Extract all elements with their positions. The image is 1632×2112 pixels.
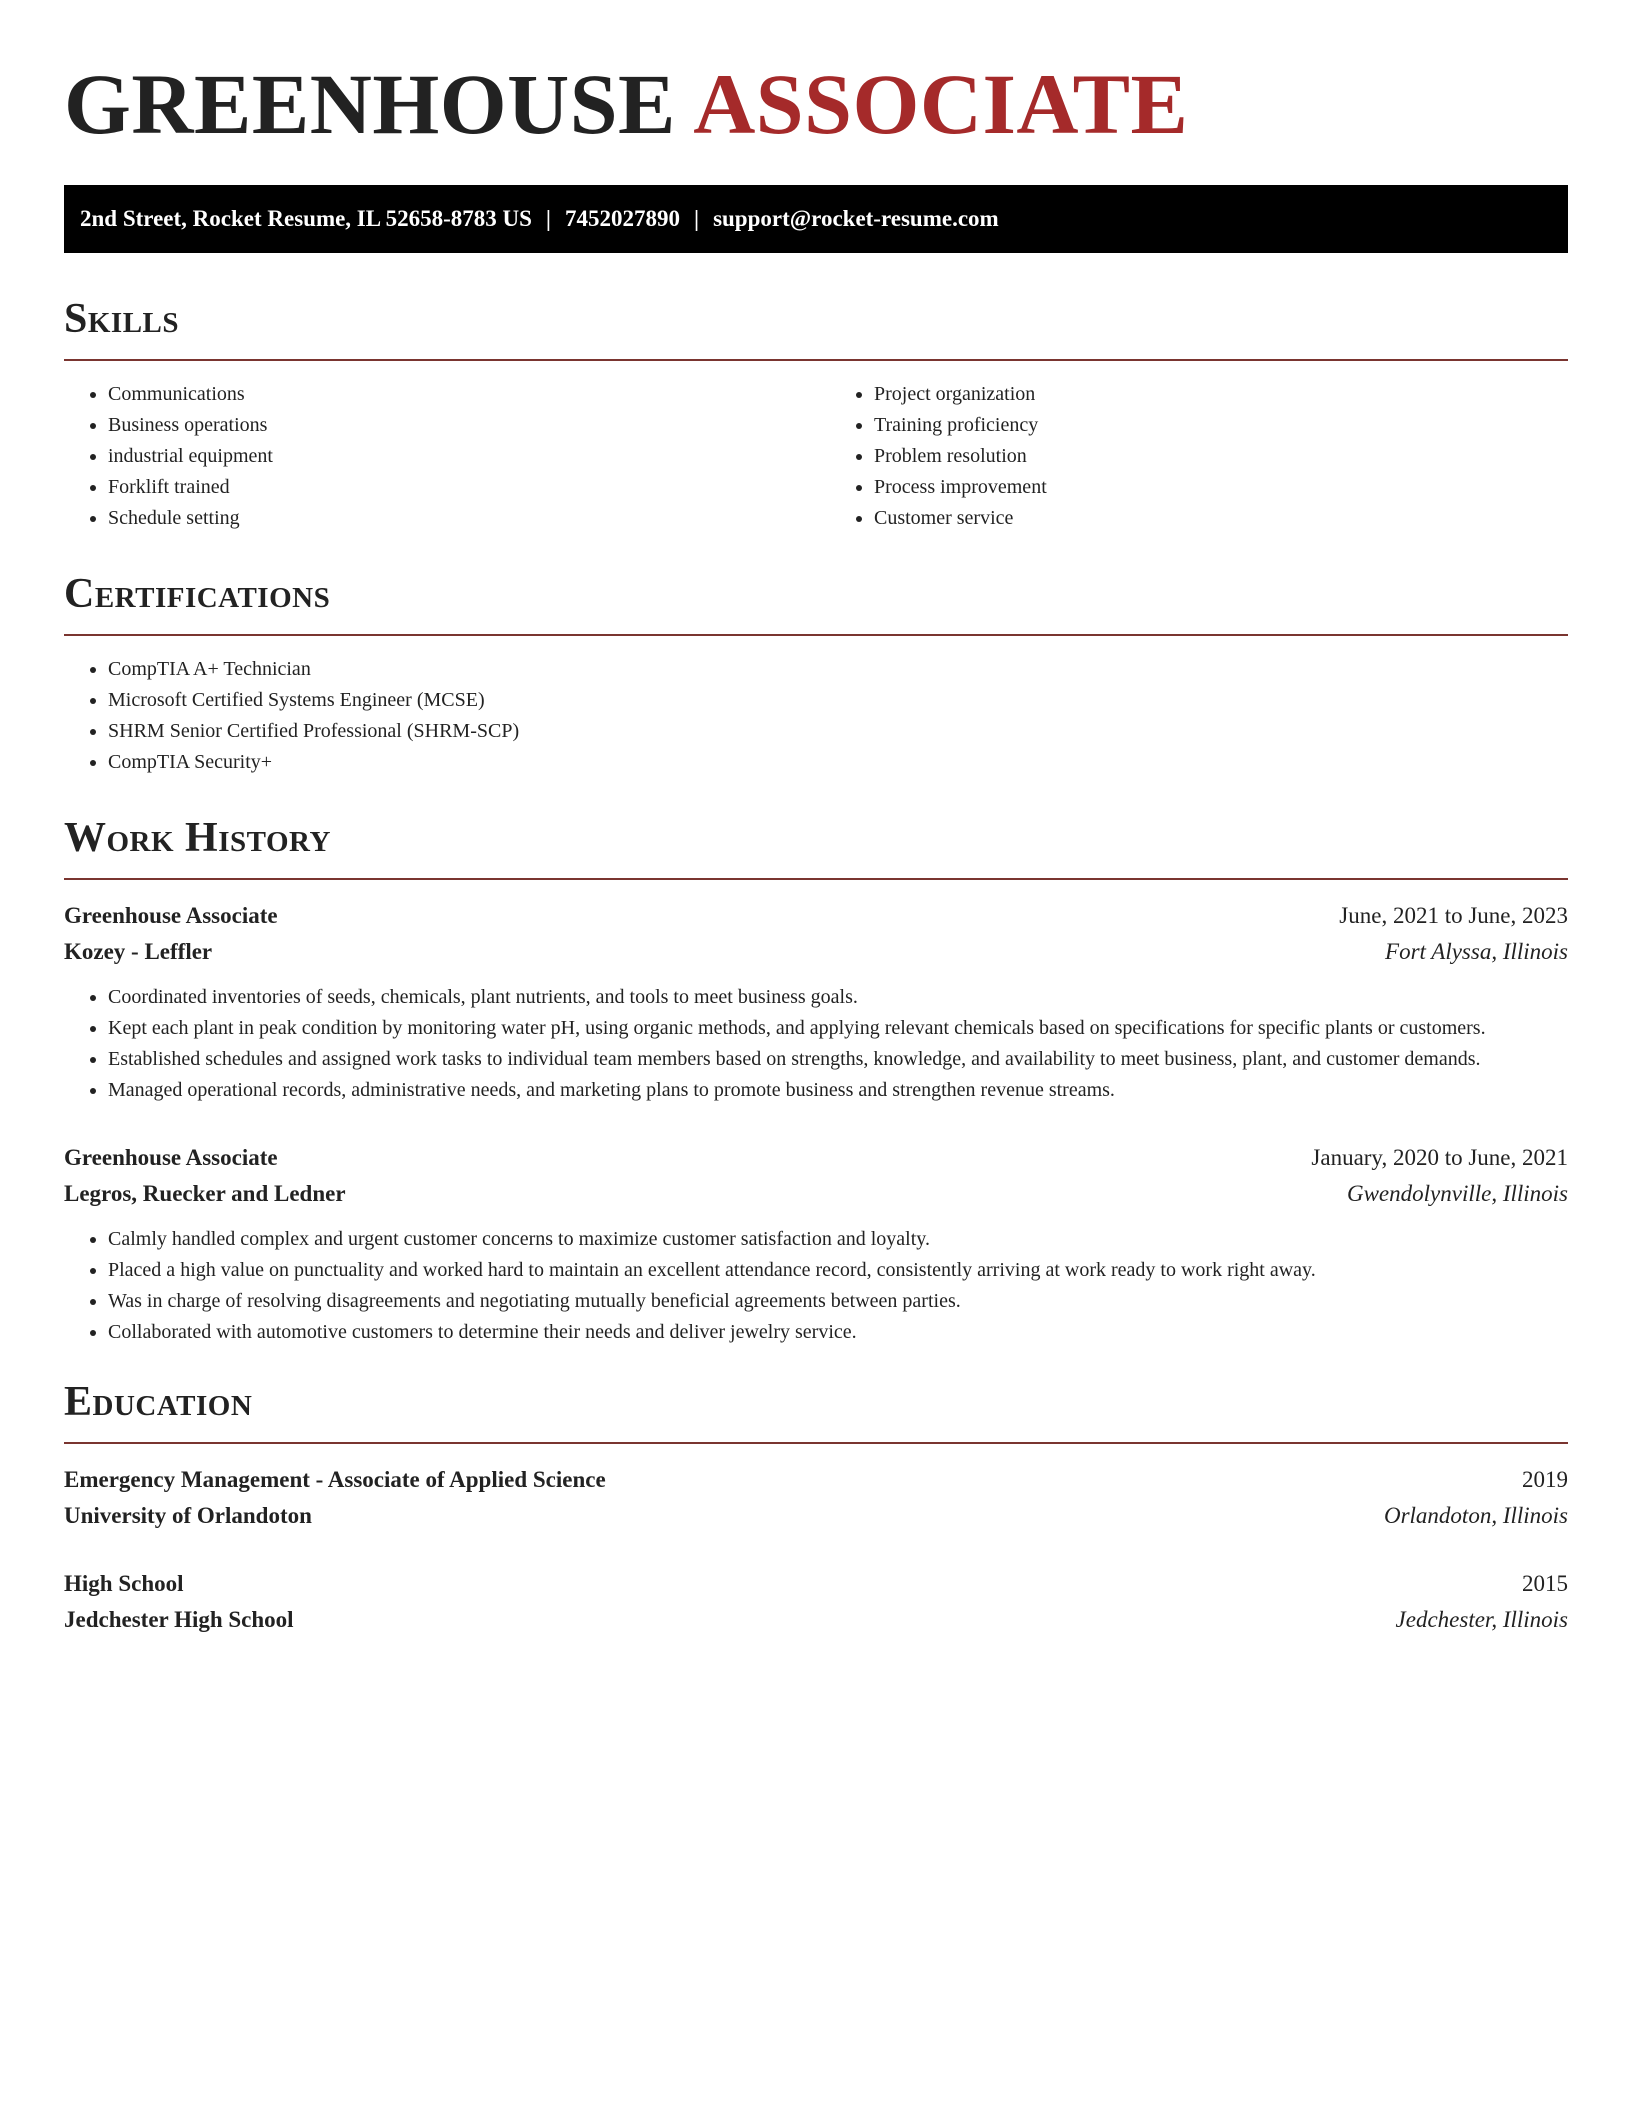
education-degree: Emergency Management - Associate of Applied Science [64,1467,606,1492]
education-year: 2015 [1522,1571,1568,1596]
section-title-work-history: Work History [64,815,331,861]
section-divider [64,1442,1568,1444]
certification-item: • Microsoft Certified Systems Engineer (MCSE) [108,685,1568,716]
job-duty: • Managed operational records, administrative needs, and marketing plans to promote business and strengthen revenue streams. [108,1075,1568,1106]
job-company: Kozey - Leffler [64,939,213,964]
contact-phone: 7452027890 [564,206,680,231]
job-duties-list [64,1224,1568,1348]
skill-item: • Schedule setting [108,503,816,534]
job-location: Gwendolynville, Illinois [1346,1181,1568,1206]
job-duties-list [64,982,1568,1106]
skills-list-right [816,379,1568,534]
certification-item: • SHRM Senior Certified Professional (SHRM-SCP) [108,716,1568,747]
job-header-row [64,898,1568,934]
job-duty: • Coordinated inventories of seeds, chemicals, plant nutrients, and tools to meet business goals. [108,982,1568,1013]
section-divider [64,634,1568,636]
skill-item: • Process improvement [874,472,1568,503]
skills-section [64,293,1568,534]
name-last: ASSOCIATE [693,56,1189,152]
skill-item: • Business operations [108,410,816,441]
job-duty: • Collaborated with automotive customers to determine their needs and deliver jewelry service. [108,1317,1568,1348]
skill-item: • Training proficiency [874,410,1568,441]
job-duty: • Kept each plant in peak condition by monitoring water pH, using organic methods, and applying relevant chemicals based on specifications for specific plants or customers. [108,1013,1568,1044]
education-school: University of Orlandoton [64,1503,312,1528]
education-school-row [64,1602,1568,1638]
section-title-certifications: Certifications [64,571,331,617]
contact-separator: | [545,206,551,231]
skill-item: • industrial equipment [108,441,816,472]
section-divider [64,878,1568,880]
education-entry [64,1462,1568,1534]
resume-name [64,56,1568,152]
certification-item: • CompTIA Security+ [108,747,1568,778]
education-year: 2019 [1522,1467,1568,1492]
education-degree-row [64,1462,1568,1498]
name-first: GREENHOUSE [64,56,676,152]
education-location: Orlandoton, Illinois [1383,1503,1568,1528]
job-duty: • Was in charge of resolving disagreements and negotiating mutually beneficial agreements between parties. [108,1286,1568,1317]
certifications-list [64,654,1568,778]
education-degree: High School [64,1571,184,1596]
contact-address: 2nd Street, Rocket Resume, IL 52658-8783 US [80,206,532,231]
section-divider [64,359,1568,361]
education-section [64,1376,1568,1638]
job-duty: • Calmly handled complex and urgent customer concerns to maximize customer satisfaction and loyalty. [108,1224,1568,1255]
skill-item: • Problem resolution [874,441,1568,472]
job-header-row [64,1140,1568,1176]
skills-grid [64,379,1568,534]
education-school: Jedchester High School [64,1607,294,1632]
job-company: Legros, Ruecker and Ledner [64,1181,346,1206]
job-entry [64,1140,1568,1348]
job-duty: • Placed a high value on punctuality and worked hard to maintain an excellent attendance record, consistently arriving at work ready to work right away. [108,1255,1568,1286]
skill-item: • Customer service [874,503,1568,534]
section-title-skills: Skills [64,296,180,342]
job-role: Greenhouse Associate [64,1145,278,1170]
job-company-row [64,934,1568,970]
job-role: Greenhouse Associate [64,903,278,928]
job-dates: June, 2021 to June, 2023 [1339,903,1568,928]
education-entry [64,1566,1568,1638]
job-duty: • Established schedules and assigned work tasks to individual team members based on strengths, knowledge, and availability to meet business, plant, and customer demands. [108,1044,1568,1075]
job-company-row [64,1176,1568,1212]
contact-separator: | [693,206,700,231]
contact-bar [64,185,1568,253]
skill-item: • Forklift trained [108,472,816,503]
skill-item: • Project organization [874,379,1568,410]
work-history-section [64,812,1568,1348]
education-location: Jedchester, Illinois [1395,1607,1568,1632]
contact-email: support@rocket-resume.com [713,206,999,231]
skill-item: • Communications [108,379,816,410]
job-entry [64,898,1568,1106]
education-degree-row [64,1566,1568,1602]
certifications-section [64,568,1568,778]
job-location: Fort Alyssa, Illinois [1385,939,1568,964]
skills-list-left [64,379,816,534]
section-title-education: Education [64,1379,253,1425]
certification-item: • CompTIA A+ Technician [108,654,1568,685]
education-school-row [64,1498,1568,1534]
job-dates: January, 2020 to June, 2021 [1311,1145,1568,1170]
